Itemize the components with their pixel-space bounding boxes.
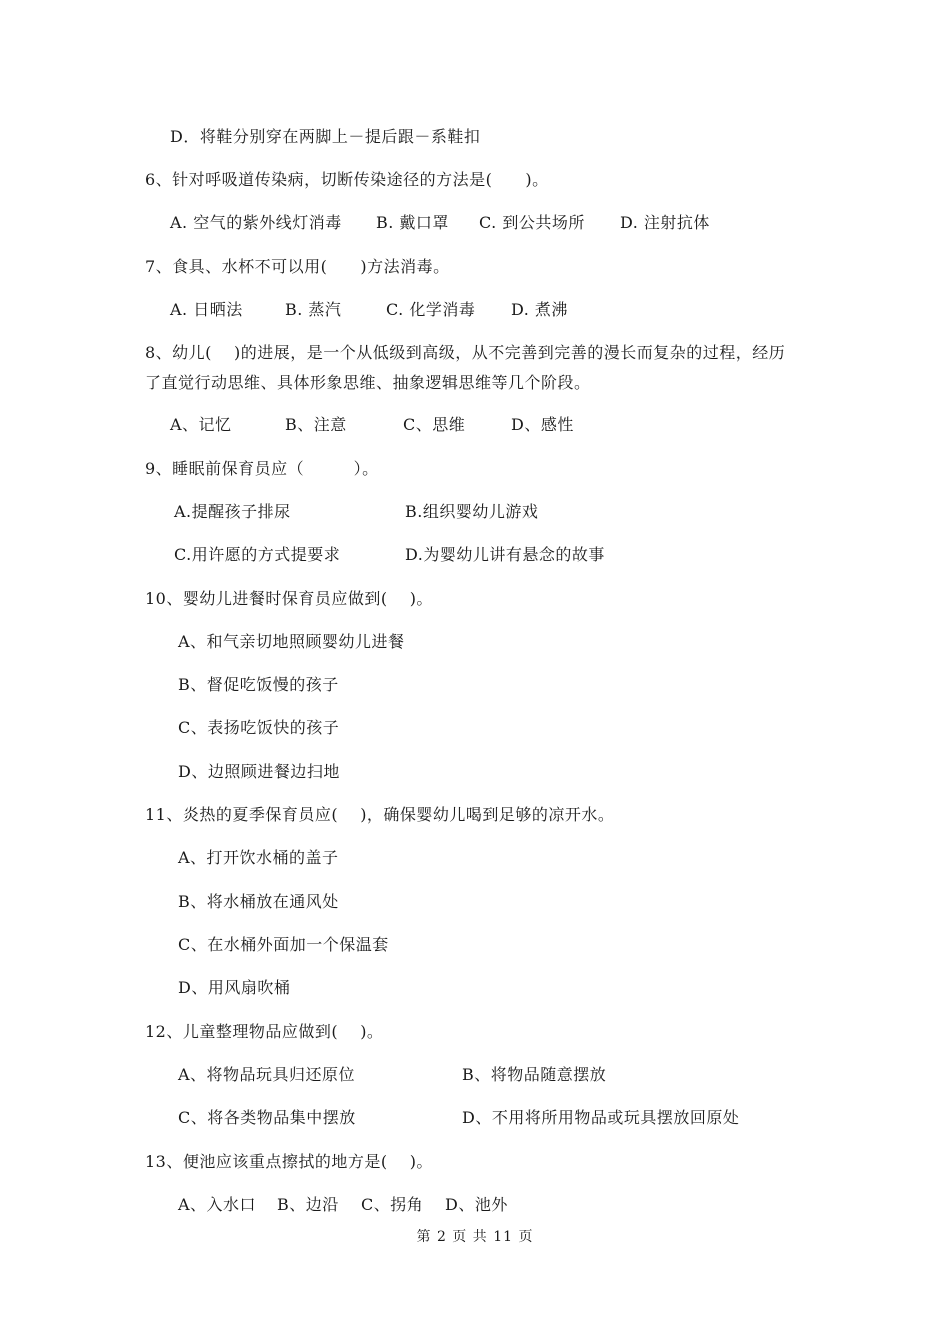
q11-option-a: A、打开饮水桶的盖子 — [178, 848, 339, 867]
question-7-stem: 7、食具、水杯不可以用( )方法消毒。 — [145, 257, 450, 276]
question-13-options — [178, 1194, 508, 1216]
q6-option-d: D. 注射抗体 — [620, 213, 710, 232]
q13-option-d: D、池外 — [445, 1195, 508, 1214]
q6-option-b: B. 戴口罩 — [376, 213, 449, 232]
q9-option-d: D.为婴幼儿讲有悬念的故事 — [405, 545, 605, 564]
q9-option-c: C.用许愿的方式提要求 — [174, 545, 341, 564]
question-9-stem: 9、睡眠前保育员应（ ）。 — [145, 459, 379, 478]
q5-option-d: D．将鞋分别穿在两脚上－提后跟－系鞋扣 — [170, 127, 481, 146]
q11-option-c: C、在水桶外面加一个保温套 — [178, 935, 389, 954]
q6-option-a: A. 空气的紫外线灯消毒 — [170, 213, 342, 232]
q9-option-a: A.提醒孩子排尿 — [174, 502, 291, 521]
q8-option-a: A、记忆 — [170, 415, 232, 434]
q13-option-c: C、拐角 — [361, 1195, 424, 1214]
question-8-stem-line-1: 8、幼儿( )的进展，是一个从低级到高级，从不完善到完善的漫长而复杂的过程，经历 — [145, 343, 786, 362]
q7-option-c: C. 化学消毒 — [386, 300, 476, 319]
question-8-stem-line-2: 了直觉行动思维、具体形象思维、抽象逻辑思维等几个阶段。 — [145, 373, 591, 392]
question-6-stem: 6、针对呼吸道传染病，切断传染途径的方法是( )。 — [145, 170, 549, 189]
question-13-stem: 13、便池应该重点擦拭的地方是( )。 — [145, 1152, 433, 1171]
q12-option-d: D、不用将所用物品或玩具摆放回原处 — [462, 1108, 740, 1127]
question-12-stem: 12、儿童整理物品应做到( )。 — [145, 1022, 384, 1041]
q10-option-b: B、督促吃饭慢的孩子 — [178, 675, 339, 694]
q12-option-b: B、将物品随意摆放 — [462, 1065, 607, 1084]
question-10-stem: 10、婴幼儿进餐时保育员应做到( )。 — [145, 589, 433, 608]
q8-option-d: D、感性 — [511, 415, 574, 434]
q13-option-a: A、入水口 — [178, 1195, 257, 1214]
question-7-options — [170, 299, 568, 321]
q12-option-c: C、将各类物品集中摆放 — [178, 1108, 356, 1127]
q7-option-d: D. 煮沸 — [511, 300, 568, 319]
q7-option-b: B. 蒸汽 — [285, 300, 342, 319]
q10-option-d: D、边照顾进餐边扫地 — [178, 762, 340, 781]
q8-option-b: B、注意 — [285, 415, 347, 434]
q10-option-a: A、和气亲切地照顾婴幼儿进餐 — [178, 632, 405, 651]
q9-option-b: B.组织婴幼儿游戏 — [405, 502, 539, 521]
q11-option-b: B、将水桶放在通风处 — [178, 892, 339, 911]
q6-option-c: C. 到公共场所 — [479, 213, 585, 232]
q11-option-d: D、用风扇吹桶 — [178, 978, 291, 997]
question-8-options — [170, 414, 574, 436]
q8-option-c: C、思维 — [403, 415, 466, 434]
q7-option-a: A. 日晒法 — [170, 300, 243, 319]
q10-option-c: C、表扬吃饭快的孩子 — [178, 718, 340, 737]
question-11-stem: 11、炎热的夏季保育员应( )，确保婴幼儿喝到足够的凉开水。 — [145, 805, 615, 824]
q12-option-a: A、将物品玩具归还原位 — [178, 1065, 356, 1084]
page-number-footer: 第 2 页 共 11 页 — [416, 1229, 534, 1245]
q13-option-b: B、边沿 — [277, 1195, 339, 1214]
question-6-options — [170, 212, 710, 234]
